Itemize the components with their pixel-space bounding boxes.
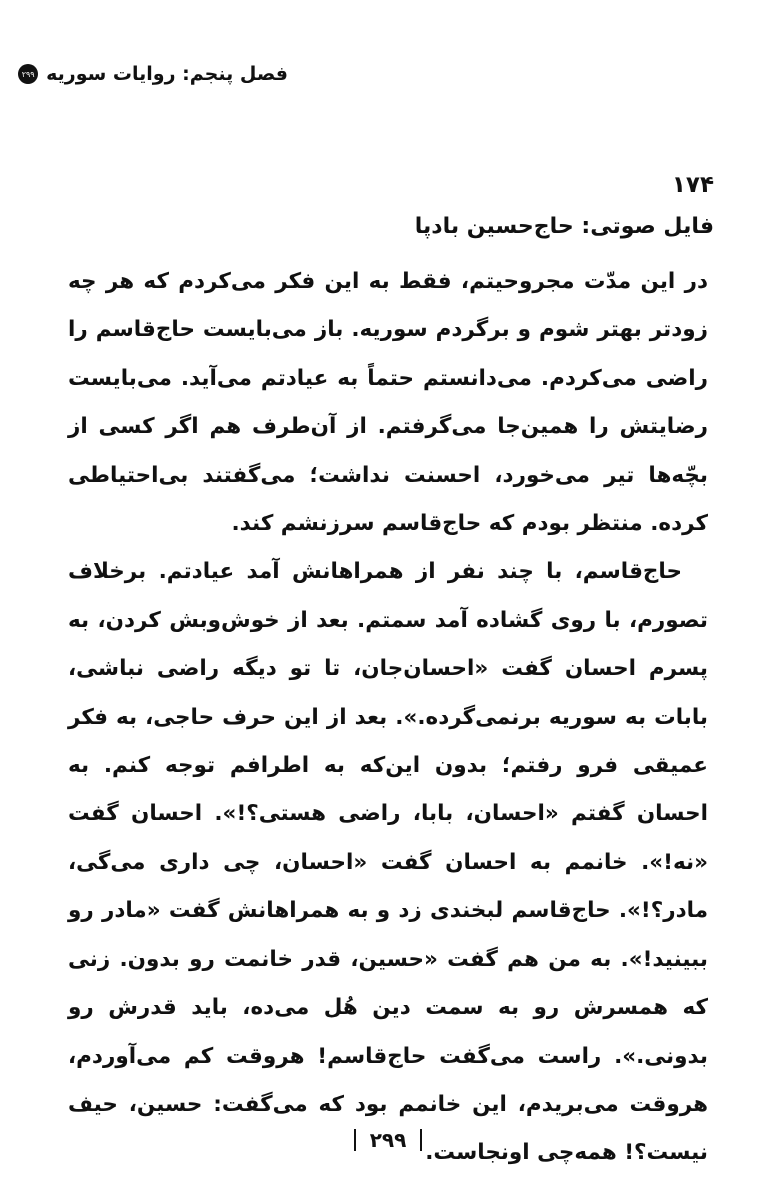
paragraph-1: در این مدّت مجروحیتم، فقط به این فکر می‌کردم که هر چه زودتر بهتر شوم و برگردم سوریه. باز می‌بایست حاج‌قاسم را راضی می‌کردم. می‌دانستم حتماً به عیادتم می‌آید. می‌بایست رضایتش را همین‌جا می‌گرفتم. از آن‌طرف هم اگر کسی از بچّه‌ها تیر می‌خورد، احسنت نداشت؛ می‌گفتند بی‌احتیاطی کرده. منتظر بودم که حاج‌قاسم سرزنشم کند. [68, 269, 708, 537]
section-title: فایل صوتی: حاج‌حسین بادپا [414, 214, 714, 239]
folio-bar-left [354, 1129, 356, 1151]
page-footer [0, 1128, 776, 1152]
chapter-title: فصل پنجم: روایات سوریه [46, 63, 288, 85]
folio-bar-right [420, 1129, 422, 1151]
running-header [21, 56, 288, 92]
paragraph-2: حاج‌قاسم، با چند نفر از همراهانش آمد عیادتم. برخلاف تصورم، با روی گشاده آمد سمتم. بعد از خوش‌وبش کردن، به پسرم احسان گفت «احسان‌جان، تا تو دیگه راضی نباشی، بابات به سوریه برنمی‌گرده.». بعد از این حرف حاجی، به فکر عمیقی فرو رفتم؛ بدون این‌که به اطرافم توجه کنم. به احسان گفتم «احسان، بابا، راضی هستی؟!». احسان گفت «نه!». خانمم به احسان گفت «احسان، چی داری می‌گی، مادر؟!». حاج‌قاسم لبخندی زد و به همراهانش گفت «مادر رو ببینید!». به من هم گفت «حسین، قدر خانمت رو بدون. زنی که همسرش رو به سمت دین هُل می‌ده، باید قدرش رو بدونی.». راست می‌گفت حاج‌قاسم! هروقت کم می‌آوردم، هروقت می‌بریدم، این خانمم بود که می‌گفت: حسین، حیف نیست؟! همه‌چی اونجاست. [68, 559, 708, 1166]
section-number: ۱۷۴ [671, 172, 714, 198]
page-badge-icon: ۲۹۹ [18, 64, 38, 84]
page-number: ۲۹۹ [369, 1128, 407, 1152]
body-text [68, 258, 708, 1178]
